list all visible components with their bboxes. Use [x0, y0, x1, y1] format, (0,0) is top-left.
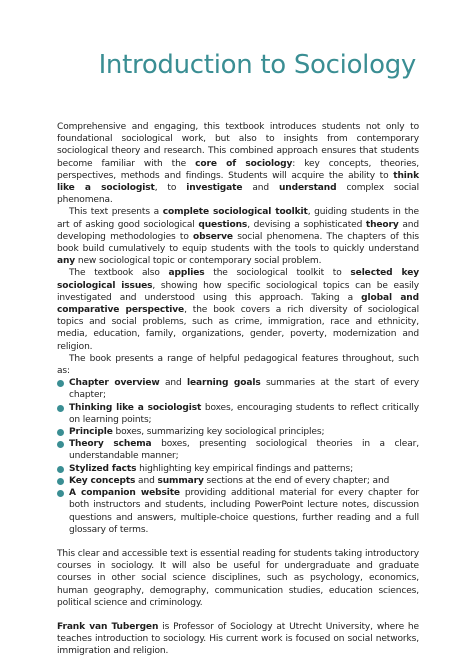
list-item: Chapter overview and learning goals summaries at the start of every chapter; [57, 377, 419, 401]
list-item: Stylized facts highlighting key empirical findings and patterns; [57, 463, 419, 475]
book-title: Introduction to Sociology [98, 50, 416, 80]
paragraph-closing: This clear and accessible text is essential reading for students taking introductory courses in sociology. It will also be useful for undergraduate and graduate courses in other social science disciplines, such as psychology, economics, human geography, demography, communication studies, education sciences, political science and criminology. [57, 548, 419, 608]
bullet-icon [57, 441, 64, 448]
bullet-icon [57, 429, 64, 436]
bullet-icon [57, 490, 64, 497]
paragraph-features-intro: The book presents a range of helpful pedagogical features throughout, such as: [57, 353, 419, 377]
features-list [57, 377, 419, 536]
list-item: A companion website providing additional material for every chapter for both instructors and students, including PowerPoint lecture notes, discussion questions and answers, multiple-choice questions, further reading and a full glossary of terms. [57, 487, 419, 536]
blurb-body [57, 121, 419, 658]
paragraph-applies: The textbook also applies the sociological toolkit to selected key sociological issues, showing how specific sociological topics can be easily investigated and understood using this approach. Taking a global and comparative perspective, the book covers a rich diversity of sociological topics and social problems, such as crime, immigration, race and ethnicity, media, education, family, organizations, gender, poverty, modernization and religion. [57, 268, 420, 352]
list-item: Principle boxes, summarizing key sociological principles; [57, 426, 419, 438]
author-bio: Frank van Tubergen is Professor of Sociology at Utrecht University, where he teaches introduction to sociology. His current work is focused on social networks, immigration and religion. [57, 621, 419, 657]
author-name: Frank van Tubergen [57, 621, 159, 632]
list-item: Key concepts and summary sections at the end of every chapter; and [57, 475, 419, 487]
list-item: Thinking like a sociologist boxes, encouraging students to reflect critically on learning points; [57, 402, 419, 426]
paragraph-toolkit: This text presents a complete sociological toolkit, guiding students in the art of asking good sociological questions, devising a sophisticated theory and developing methodologies to observe social phenomena. The chapters of this book build cumulatively to equip students with the tools to quickly understand any new sociological topic or contemporary social problem. [57, 207, 420, 267]
bullet-icon [57, 466, 64, 473]
spacer [57, 536, 419, 548]
bullet-icon [57, 478, 64, 485]
list-item: Theory schema boxes, presenting sociological theories in a clear, understandable manner; [57, 438, 419, 462]
bullet-icon [57, 405, 64, 412]
spacer [57, 609, 419, 621]
bullet-icon [57, 380, 64, 387]
paragraph-intro: Comprehensive and engaging, this textbook introduces students not only to foundational sociological work, but also to insights from contemporary sociological theory and research. This combined approach ensures that students become familiar with the core of sociology: key concepts, theories, perspectives, methods and findings. Students will acquire the ability to think like a sociologist, to investigate and understand complex social phenomena. [57, 122, 419, 206]
